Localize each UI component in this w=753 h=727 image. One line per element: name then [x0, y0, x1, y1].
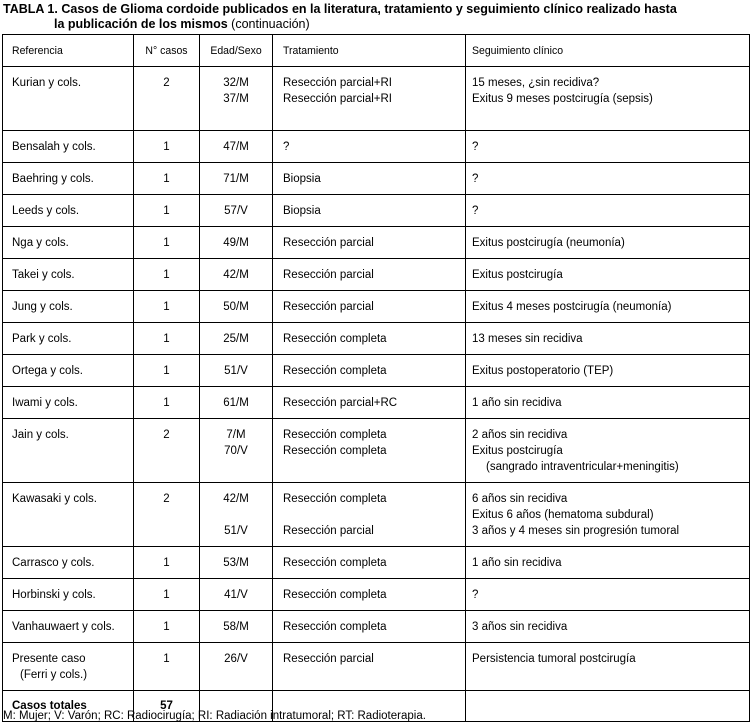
cell-referencia [3, 579, 134, 611]
cell-tratamiento [273, 67, 466, 131]
n-casos-text: 2 [163, 77, 170, 89]
table-row [3, 355, 750, 387]
cell-edad-sexo [200, 611, 273, 643]
tratamiento-text: Resección completa [283, 589, 387, 601]
cell-n-casos [134, 419, 200, 483]
n-casos-text: 1 [163, 173, 170, 185]
table-row [3, 579, 750, 611]
table-row [3, 323, 750, 355]
cell-seguimiento [466, 355, 750, 387]
table-header-row [3, 35, 750, 67]
edad-sexo-text: 50/M [223, 301, 249, 313]
tratamiento-text: Resección parcial [283, 269, 374, 281]
cell-tratamiento [273, 323, 466, 355]
cell-n-casos [134, 227, 200, 259]
cell-n-casos [134, 547, 200, 579]
cell-edad-sexo [200, 355, 273, 387]
cell-edad-sexo [200, 419, 273, 483]
cell-referencia [3, 131, 134, 163]
tratamiento-text: Resección completa [283, 365, 387, 377]
seguimiento-text: 1 año sin recidiva [472, 557, 562, 569]
referencia-text: Horbinski y cols. [12, 589, 96, 601]
table-row [3, 291, 750, 323]
cell-referencia [3, 227, 134, 259]
seguimiento-text: Exitus postcirugía (neumonía) [472, 237, 625, 249]
edad-sexo-text: 41/V [224, 589, 248, 601]
cases-table [2, 34, 750, 722]
cell-seguimiento [466, 195, 750, 227]
edad-sexo-text: 49/M [223, 237, 249, 249]
tratamiento-text: Resección parcial [283, 525, 374, 537]
cell-seguimiento [466, 291, 750, 323]
seguimiento-text: Exitus 6 años (hematoma subdural) [472, 509, 654, 521]
cell-n-casos [134, 355, 200, 387]
table-footnote: M: Mujer; V: Varón; RC: Radiocirugía; RI: Radiación intratumoral; RT: Radioterapia. [3, 710, 426, 722]
edad-sexo-text: 7/M [226, 429, 246, 441]
header-seguimiento: Seguimiento clínico [466, 35, 750, 67]
referencia-text: Kurian y cols. [12, 77, 82, 89]
cell-tratamiento [273, 579, 466, 611]
table-row [3, 643, 750, 691]
seguimiento-text: 3 años y 4 meses sin progresión tumoral [472, 525, 680, 537]
tratamiento-text: Biopsia [283, 205, 321, 217]
cell-edad-sexo [200, 131, 273, 163]
cell-tratamiento [273, 195, 466, 227]
cell-referencia [3, 387, 134, 419]
cell-tratamiento [273, 611, 466, 643]
referencia-text: Jung y cols. [12, 301, 73, 313]
referencia-subtext: (Ferri y cols.) [20, 669, 88, 681]
tratamiento-text: Resección completa [283, 557, 387, 569]
tratamiento-text: Resección completa [283, 333, 387, 345]
table-row [3, 611, 750, 643]
cell-edad-sexo [200, 291, 273, 323]
cell-n-casos [134, 131, 200, 163]
edad-sexo-text: 42/M [223, 493, 249, 505]
n-casos-text: 1 [163, 269, 170, 281]
edad-sexo-text: 26/V [224, 653, 248, 665]
edad-sexo-text: 32/M [223, 77, 249, 89]
cell-edad-sexo [200, 547, 273, 579]
cell-tratamiento [273, 227, 466, 259]
edad-sexo-text: 58/M [223, 621, 249, 633]
cell-edad-sexo [200, 579, 273, 611]
cell-edad-sexo [200, 483, 273, 547]
n-casos-text: 1 [163, 141, 170, 153]
seguimiento-text: 13 meses sin recidiva [472, 333, 583, 345]
table-row [3, 67, 750, 131]
cell-referencia [3, 195, 134, 227]
cell-referencia [3, 163, 134, 195]
cell-referencia [3, 611, 134, 643]
cell-tratamiento [273, 643, 466, 691]
edad-sexo-text [200, 507, 272, 523]
referencia-text: Presente caso [12, 653, 86, 665]
edad-sexo-text: 51/V [224, 525, 248, 537]
cell-n-casos [134, 195, 200, 227]
cell-seguimiento [466, 67, 750, 131]
table-row [3, 195, 750, 227]
referencia-text: Bensalah y cols. [12, 141, 96, 153]
n-casos-text: 1 [163, 621, 170, 633]
edad-sexo-text: 57/V [224, 205, 248, 217]
edad-sexo-text: 53/M [223, 557, 249, 569]
cell-n-casos [134, 579, 200, 611]
referencia-text: Leeds y cols. [12, 205, 80, 217]
cell-seguimiento [466, 579, 750, 611]
n-casos-text: 1 [163, 205, 170, 217]
table-row [3, 387, 750, 419]
n-casos-text: 1 [163, 653, 170, 665]
cell-tratamiento [273, 259, 466, 291]
tratamiento-text: Resección parcial [283, 653, 374, 665]
edad-sexo-text: 47/M [223, 141, 249, 153]
tratamiento-text: Resección parcial+RC [283, 397, 398, 409]
edad-sexo-text: 37/M [223, 93, 249, 105]
table-row [3, 163, 750, 195]
table-row [3, 259, 750, 291]
seguimiento-text: Exitus 9 meses postcirugía (sepsis) [472, 93, 653, 105]
cell-referencia [3, 323, 134, 355]
edad-sexo-text: 51/V [224, 365, 248, 377]
seguimiento-text: Exitus postoperatorio (TEP) [472, 365, 614, 377]
n-casos-text: 1 [163, 333, 170, 345]
cell-referencia [3, 643, 134, 691]
cell-n-casos [134, 291, 200, 323]
cell-seguimiento [466, 419, 750, 483]
edad-sexo-text: 70/V [224, 445, 248, 457]
cell-seguimiento [466, 131, 750, 163]
tratamiento-text: Biopsia [283, 173, 321, 185]
tratamiento-text: Resección completa [283, 493, 387, 505]
cell-edad-sexo [200, 163, 273, 195]
n-casos-text: 1 [163, 237, 170, 249]
seguimiento-text: 1 año sin recidiva [472, 397, 562, 409]
referencia-text: Iwami y cols. [12, 397, 78, 409]
seguimiento-text: ? [472, 141, 479, 153]
cell-n-casos [134, 387, 200, 419]
seguimiento-text: 3 años sin recidiva [472, 621, 568, 633]
cell-referencia [3, 355, 134, 387]
totals-label: Casos totales [3, 691, 134, 722]
tratamiento-text: Resección parcial+RI [283, 93, 392, 105]
tratamiento-text: Resección completa [283, 621, 387, 633]
edad-sexo-text: 25/M [223, 333, 249, 345]
referencia-text: Park y cols. [12, 333, 72, 345]
seguimiento-text: ? [472, 589, 479, 601]
cell-tratamiento [273, 547, 466, 579]
referencia-text: Vanhauwaert y cols. [12, 621, 115, 633]
cell-seguimiento [466, 387, 750, 419]
n-casos-text: 1 [163, 301, 170, 313]
tratamiento-text [283, 507, 465, 523]
cell-edad-sexo [200, 323, 273, 355]
n-casos-text: 2 [163, 493, 170, 505]
table-row [3, 227, 750, 259]
cell-tratamiento [273, 163, 466, 195]
totals-value: 57 [134, 691, 200, 722]
cell-referencia [3, 419, 134, 483]
seguimiento-text: 2 años sin recidiva [472, 429, 568, 441]
cell-referencia [3, 291, 134, 323]
referencia-text: Jain y cols. [12, 429, 69, 441]
cell-edad-sexo [200, 67, 273, 131]
n-casos-text: 1 [163, 365, 170, 377]
caption-suffix: (continuación) [231, 17, 310, 31]
cell-seguimiento [466, 259, 750, 291]
referencia-text: Nga y cols. [12, 237, 69, 249]
seguimiento-text: ? [472, 205, 479, 217]
referencia-text: Carrasco y cols. [12, 557, 95, 569]
cell-edad-sexo [200, 259, 273, 291]
cell-edad-sexo [200, 227, 273, 259]
cell-tratamiento [273, 355, 466, 387]
seguimiento-text: 15 meses, ¿sin recidiva? [472, 77, 600, 89]
referencia-text: Kawasaki y cols. [12, 493, 98, 505]
cell-referencia [3, 483, 134, 547]
cell-seguimiento [466, 323, 750, 355]
cell-n-casos [134, 259, 200, 291]
cell-referencia [3, 547, 134, 579]
cell-edad-sexo [200, 643, 273, 691]
table-row [3, 419, 750, 483]
tratamiento-text: Resección parcial [283, 301, 374, 313]
referencia-text: Baehring y cols. [12, 173, 94, 185]
seguimiento-text: ? [472, 173, 479, 185]
cell-n-casos [134, 67, 200, 131]
edad-sexo-text: 61/M [223, 397, 249, 409]
cell-seguimiento [466, 611, 750, 643]
cell-seguimiento [466, 643, 750, 691]
seguimiento-text: Exitus postcirugía [472, 269, 563, 281]
table-row [3, 547, 750, 579]
seguimiento-text: Exitus 4 meses postcirugía (neumonía) [472, 301, 672, 313]
referencia-text: Takei y cols. [12, 269, 75, 281]
seguimiento-text: Persistencia tumoral postcirugía [472, 653, 636, 665]
cell-edad-sexo [200, 195, 273, 227]
cell-tratamiento [273, 483, 466, 547]
edad-sexo-text: 71/M [223, 173, 249, 185]
cell-seguimiento [466, 483, 750, 547]
header-referencia: Referencia [3, 35, 134, 67]
caption-title: Casos de Glioma cordoide publicados en la literatura, tratamiento y seguimiento clínico realizado hasta [61, 2, 677, 16]
cell-referencia [3, 67, 134, 131]
edad-sexo-text: 42/M [223, 269, 249, 281]
cell-n-casos [134, 163, 200, 195]
header-n-casos: N° casos [134, 35, 200, 67]
referencia-text: Ortega y cols. [12, 365, 83, 377]
cell-referencia [3, 259, 134, 291]
cell-seguimiento [466, 227, 750, 259]
cell-tratamiento [273, 131, 466, 163]
table-caption [3, 2, 748, 32]
tratamiento-text: Resección completa [283, 445, 387, 457]
cell-seguimiento [466, 163, 750, 195]
caption-label: TABLA 1. [3, 2, 58, 16]
table-row [3, 131, 750, 163]
cell-seguimiento [466, 547, 750, 579]
cell-n-casos [134, 611, 200, 643]
n-casos-text: 1 [163, 557, 170, 569]
totals-empty-cell [466, 691, 750, 722]
seguimiento-text: 6 años sin recidiva [472, 493, 568, 505]
table-row [3, 483, 750, 547]
n-casos-text: 2 [163, 429, 170, 441]
cell-tratamiento [273, 419, 466, 483]
header-edad-sexo: Edad/Sexo [200, 35, 273, 67]
tratamiento-text: ? [283, 141, 290, 153]
cell-tratamiento [273, 291, 466, 323]
header-tratamiento: Tratamiento [273, 35, 466, 67]
n-casos-text: 1 [163, 397, 170, 409]
n-casos-text: 1 [163, 589, 170, 601]
tratamiento-text: Resección completa [283, 429, 387, 441]
cell-n-casos [134, 643, 200, 691]
tratamiento-text: Resección parcial+RI [283, 77, 392, 89]
seguimiento-subtext: (sangrado intraventricular+meningitis) [486, 461, 679, 473]
cell-edad-sexo [200, 387, 273, 419]
tratamiento-text: Resección parcial [283, 237, 374, 249]
cell-n-casos [134, 483, 200, 547]
caption-title-2: la publicación de los mismos [54, 17, 228, 31]
cell-tratamiento [273, 387, 466, 419]
cell-n-casos [134, 323, 200, 355]
seguimiento-text: Exitus postcirugía [472, 445, 563, 457]
